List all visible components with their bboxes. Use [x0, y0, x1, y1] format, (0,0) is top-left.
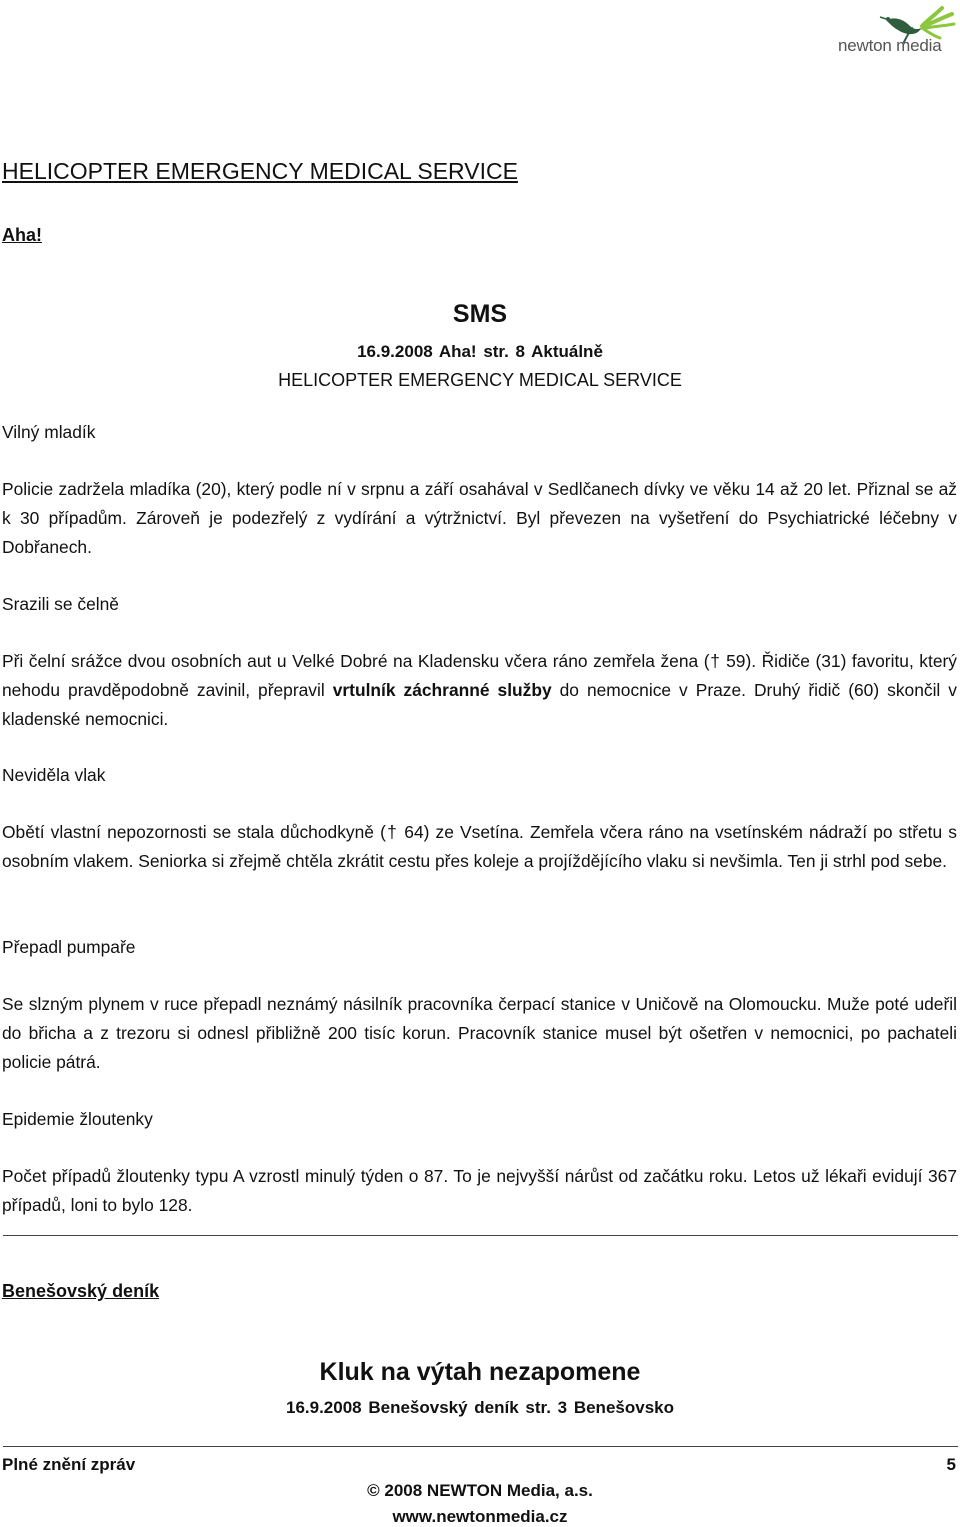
source-link-aha[interactable]: Aha!	[2, 225, 42, 245]
item-text: Policie zadržela mladíka (20), který podle ní v srpnu a září osahával v Sedlčanech dívky ve věku 14 až 20 let. Přiznal se až k 30 případům. Zároveň je podezřelý z vydírání a výtržnictví. Byl převezen na vyšetření do Psychiatrické léčebny v Dobřanech.	[2, 479, 957, 557]
footer-label: Plné znění zpráv	[2, 1455, 136, 1474]
item-heading: Vilný mladík	[2, 422, 96, 442]
section-title[interactable]: HELICOPTER EMERGENCY MEDICAL SERVICE	[2, 158, 518, 184]
item-text: Obětí vlastní nepozornosti se stala důchodkyně († 64) ze Vsetína. Zemřela včera ráno na vsetínském nádraží po střetu s osobním vlakem. Seniorka si zřejmě chtěla zkrátit cestu přes koleje a projíždějícího vlaku si nevšimla. Ten ji strhl pod sebe.	[2, 822, 957, 871]
item-text: Počet případů žloutenky typu A vzrostl minulý týden o 87. To je nejvyšší nárůst od začátku roku. Letos už lékaři evidují 367 případů, loni to bylo 128.	[2, 1166, 957, 1215]
article-headline: Kluk na výtah nezapomene	[319, 1358, 641, 1386]
footer-website-link[interactable]: www.newtonmedia.cz	[392, 1507, 568, 1526]
article-headline: SMS	[452, 300, 508, 328]
article-subtitle: HELICOPTER EMERGENCY MEDICAL SERVICE	[278, 370, 682, 390]
article-meta: 16.9.2008 Aha! str. 8 Aktuálně	[357, 342, 603, 361]
footer-divider	[3, 1446, 958, 1447]
item-heading: Přepadl pumpaře	[2, 937, 136, 957]
item-text: Při čelní srážce dvou osobních aut u Velké Dobré na Kladensku včera ráno zemřela žena († 59). Řidiče (31) favoritu, který nehodu pravděpodobně zavinil, přepravil vrtulník záchranné služby do nemocnice v Praze. Druhý řidič (60) skončil v kladenské nemocnici.	[2, 651, 957, 729]
item-heading: Srazili se čelně	[2, 594, 119, 614]
item-heading: Neviděla vlak	[2, 765, 106, 785]
footer-copyright: © 2008 NEWTON Media, a.s.	[367, 1481, 593, 1500]
source-link-benesovsky-denik[interactable]: Benešovský deník	[2, 1281, 160, 1301]
page-number: 5	[946, 1455, 956, 1474]
newton-media-logo	[838, 4, 958, 66]
logo-text: newton media	[838, 36, 942, 55]
item-text: Se slzným plynem v ruce přepadl neznámý násilník pracovníka čerpací stanice v Uničově na Olomoucku. Muže poté udeřil do břicha a z trezoru si odnesl přibližně 200 tisíc korun. Pracovník stanice musel být ošetřen v nemocnici, po pachateli policie pátrá.	[2, 994, 957, 1072]
bold-highlight: vrtulník záchranné služby	[332, 680, 552, 700]
item-heading: Epidemie žloutenky	[2, 1109, 153, 1129]
divider	[3, 1235, 958, 1236]
article-meta: 16.9.2008 Benešovský deník str. 3 Benešovsko	[285, 1398, 674, 1417]
